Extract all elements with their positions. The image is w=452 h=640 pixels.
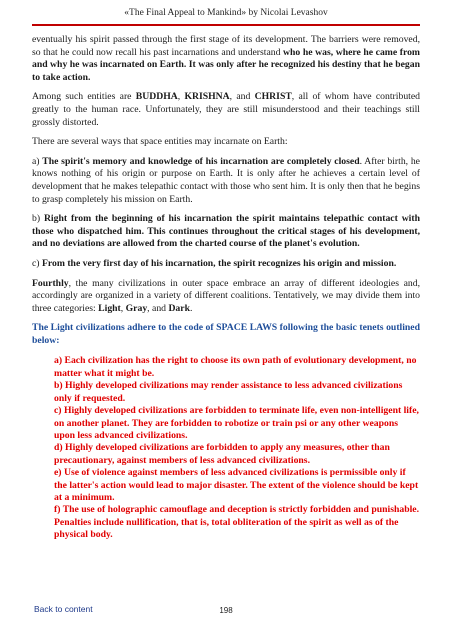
law-item: a) Each civilization has the right to choose its own path of evolutionary development, no matter what it might be. [54, 355, 417, 379]
paragraph-5 [32, 213, 420, 251]
p4-bold: The spirit's memory and knowledge of his incarnation are completely closed [42, 155, 360, 167]
back-to-content-link[interactable]: Back to content [34, 604, 93, 614]
p7-fourthly: Fourthly [32, 277, 69, 289]
name-buddha: BUDDHA [135, 91, 178, 103]
paragraph-6 [32, 258, 420, 271]
p6-bold: From the very first day of his incarnation, the spirit recognizes his origin and mission. [41, 257, 397, 269]
law-item: b) Highly developed civilizations may render assistance to less advanced civilizations only if requested. [54, 380, 403, 404]
p2-sep2: , and [229, 91, 255, 103]
law-item: c) Highly developed civilizations are forbidden to terminate life, even non-intelligent life, on another planet. They are forbidden to robotize or train psi or any other weapons upon less advanced civilizations. [54, 405, 419, 441]
p4-text: . After birth, he knows nothing of his origin or purpose on Earth. It is only after he achieves a certain level of development that he makes telepathic contact with those who sent him. It is only then that he begins to grasp completely his mission on Earth. [32, 155, 420, 205]
p2-sep1: , [177, 91, 185, 103]
category-gray: Gray [125, 302, 148, 314]
paragraph-1 [32, 34, 420, 84]
p2-text: Among such entities are [32, 91, 136, 103]
paragraph-4 [32, 156, 420, 206]
law-item: f) The use of holographic camouflage and deception is strictly forbidden and punishable. Penalties include nullification, that is, total obliteration of the spirit as well as of the physical body. [54, 504, 420, 541]
law-item: e) Use of violence against members of less advanced civilizations is permissible only if the latter's action would lead to major disaster. The extent of the violence should be kept at a minimum. [54, 467, 419, 503]
p7-sep2: , and [147, 302, 169, 314]
p1-bold: who he was, where he came from and why he was incarnated on Earth. It was only after he recognized his destiny that he began to take action. [32, 46, 420, 83]
category-dark: Dark [168, 302, 190, 314]
p7-sep1: , [120, 302, 126, 314]
space-laws-intro: The Light civilizations adhere to the code of SPACE LAWS following the basic tenets outlined below: [32, 322, 420, 346]
paragraph-7 [32, 278, 420, 316]
p6-marker: c) [32, 257, 42, 269]
space-laws-list [54, 355, 420, 541]
header-rule [32, 24, 420, 26]
p5-bold: Right from the beginning of his incarnation the spirit maintains telepathic contact with those who dispatched him. This continues throughout the critical stages of his development, and no deviations are allowed from the charted course of the planet's evolution. [32, 213, 420, 250]
p7-text: , the many civilizations in outer space embrace an array of different ideologies and, accordingly are organized in a variety of different coalitions. Tentatively, we may divide them into three categories: [32, 277, 420, 314]
paragraph-2 [32, 91, 420, 129]
law-item: d) Highly developed civilizations are forbidden to apply any measures, other than precautionary, against members of less advanced civilizations. [54, 442, 390, 466]
category-light: Light [98, 302, 121, 314]
running-header: «The Final Appeal to Mankind» by Nicolai Levashov [124, 8, 328, 18]
page-number: 198 [219, 606, 233, 615]
paragraph-3: There are several ways that space entities may incarnate on Earth: [32, 136, 288, 148]
name-krishna: KRISHNA [184, 91, 230, 103]
p4-marker: a) [32, 155, 43, 167]
p2-text-end: , all of whom have contributed greatly to the human race. Unfortunately, they are still misunderstood and their teachings still grossly distorted. [32, 91, 420, 128]
p5-marker: b) [32, 213, 44, 225]
p1-text: eventually his spirit passed through the first stage of its development. The barriers were removed, so that he could now recall his past incarnations and understand [32, 34, 420, 58]
p7-end: . [189, 302, 193, 314]
name-christ: CHRIST [254, 91, 292, 103]
page-body [32, 34, 420, 542]
